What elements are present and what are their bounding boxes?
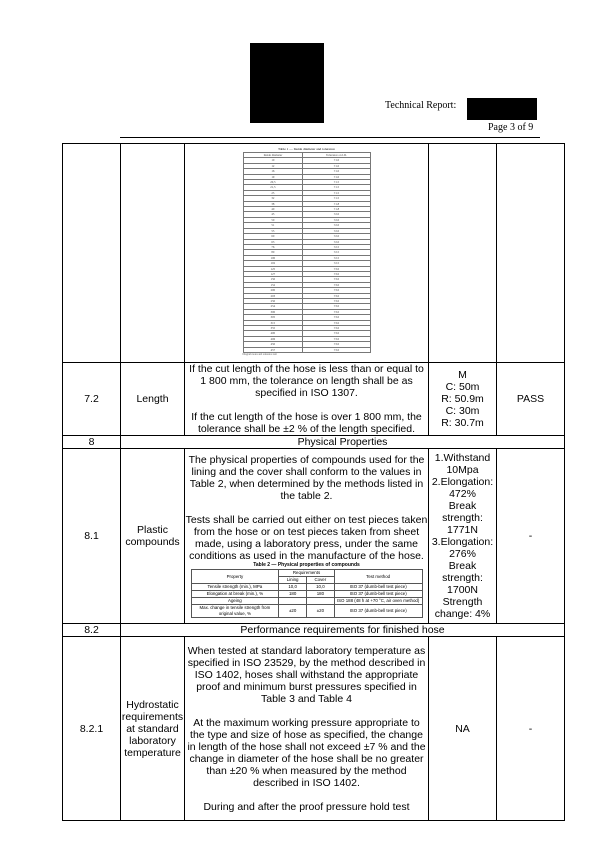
table2-grid: Property Requirements Test method Lining Cover Tensile strength (min.), MPa 10,0 10,0 ISO 37 (dumb-bell test piece) Elongation at break (min.), % 180 180 ISO 37 (dumb-bell test piece) Ageing ISO 188 (48 h at +70 °C, air oven method) Max. change in tensile strength from original value, % ±20 ±20 ISO 37 (dumb-bell test piece) — [191, 569, 423, 618]
clause-result: 1.Withstand 10Mpa 2.Elongation: 472% Break strength: 1771N 3.Elongation: 276% Break strength: 1700N Strength change: 4% — [429, 449, 497, 624]
table1-row: 76 ±2.5 — [243, 244, 370, 249]
table1-grid — [243, 152, 371, 353]
table1-row: 305 ±3.0 — [243, 315, 370, 320]
clause-number: 8.2.1 — [63, 637, 121, 821]
table1-row: 203 ±3.0 — [243, 293, 370, 298]
clause-item: Length — [121, 363, 185, 436]
clause-text-p1: When tested at standard laboratory temperature as specified in ISO 23529, by the method described in ISO 1402, hoses shall withstand the appropriate proof and minimum burst pressures specified in Table 3 and Table 4 — [187, 644, 426, 705]
table-row-7-2 — [63, 363, 565, 436]
table-row-8-2-1 — [63, 637, 565, 821]
table2-caption: Table 2 — Physical properties of compounds — [253, 562, 360, 568]
clause-text-p2: At the maximum working pressure appropriate to the type and size of hose as specified, the change in length of the hose shall not exceed ±7 % and the change in diameter of the hose shall be no greater than ±20 % when measured by the method described in ISO 1402. — [187, 716, 426, 789]
table1-row: 45 ±2.0 — [243, 212, 370, 217]
clause-verdict: - — [497, 637, 565, 821]
clause-item: Plastic compounds — [121, 449, 185, 624]
clause-item: Hydrostatic requirements at standard laboratory temperature — [121, 637, 185, 821]
table1-row: 25 ±1.5 — [243, 190, 370, 195]
report-table — [62, 143, 565, 821]
table1-row: 457 ±3.0 — [243, 347, 370, 352]
header-rule — [120, 137, 540, 138]
section-row-8-2 — [63, 624, 565, 637]
table1-row: 406 ±3.0 — [243, 336, 370, 341]
clause-text-p2: If the cut length of the hose is over 1 800 mm, the tolerance shall be ±2 % of the length specified. — [191, 411, 422, 435]
table1-row: 200 ±3.0 — [243, 288, 370, 293]
clause-text-p2: Tests shall be carried out either on test pieces taken from the hose or on test pieces taken from sheet made, using a laboratory press, under the same conditions as used in the manufacture of the hose. — [185, 514, 428, 562]
section-title: Performance requirements for finished hose — [121, 624, 565, 637]
table1-row: 16 ±1.0 — [243, 169, 370, 174]
section-row-8 — [63, 436, 565, 449]
table1-caption: Table 1 — Inside diameter and tolerance — [278, 147, 335, 151]
logo-redaction — [250, 43, 324, 123]
table1-row: 38 ±1.8 — [243, 201, 370, 206]
clause-number: 8.1 — [63, 449, 121, 624]
table1-row: 250 ±3.0 — [243, 298, 370, 303]
section-number: 8.2 — [63, 624, 121, 637]
table1-row: 10 ±1.0 — [243, 158, 370, 163]
table2-row: Max. change in tensile strength from original value, % ±20 ±20 ISO 37 (dumb-bell test piece) — [191, 605, 422, 618]
table1-row: 40 ±1.8 — [243, 207, 370, 212]
table1-row: 355 ±3.0 — [243, 326, 370, 331]
table1-header-tol: Tolerance on I.D. — [303, 153, 370, 158]
table1-row: 102 ±2.5 — [243, 261, 370, 266]
table-row-continued — [63, 144, 565, 363]
clause-verdict: PASS — [497, 363, 565, 436]
table-row-8-1 — [63, 449, 565, 624]
table2-row: Tensile strength (min.), MPa 10,0 10,0 ISO 37 (dumb-bell test piece) — [191, 584, 422, 591]
table1-row: 254 ±3.0 — [243, 304, 370, 309]
table1-row: 63 ±2.0 — [243, 239, 370, 244]
table1-row: 80 ±2.5 — [243, 250, 370, 255]
table1-row: 20,5 ±1.5 — [243, 180, 370, 185]
table1-note: Diagram notes and reference text — [242, 353, 277, 357]
section-title: Physical Properties — [121, 436, 565, 449]
table1-image — [243, 147, 371, 356]
table1-row: 55 ±2.0 — [243, 228, 370, 233]
table1-row: 127 ±3.0 — [243, 271, 370, 276]
page-number: Page 3 of 9 — [488, 122, 534, 133]
clause-result: M C: 50m R: 50.9m C: 30m R: 30.7m — [429, 363, 497, 436]
clause-verdict: - — [497, 449, 565, 624]
table1-row: 450 ±3.0 — [243, 342, 370, 347]
table2-image — [191, 562, 423, 618]
table1-row: 50 ±2.0 — [243, 217, 370, 222]
table1-row: 32 ±1.5 — [243, 196, 370, 201]
clause-number: 7.2 — [63, 363, 121, 436]
table1-row: 315 ±3.0 — [243, 320, 370, 325]
table1-row: 100 ±2.5 — [243, 255, 370, 260]
clause-text-p1: If the cut length of the hose is less than or equal to 1 800 mm, the tolerance on length shall be as specified in ISO 1307. — [189, 363, 424, 399]
table1-row: 19 ±1.0 — [243, 174, 370, 179]
table2-row: Ageing ISO 188 (48 h at +70 °C, air oven method) — [191, 598, 422, 605]
table1-row: 150 ±3.0 — [243, 277, 370, 282]
clause-text-p1: The physical properties of compounds used for the lining and the cover shall conform to the values in Table 2, when determined by the methods listed in the table 2. — [188, 454, 425, 502]
table1-row: 152 ±3.0 — [243, 282, 370, 287]
table1-row: 21,5 ±1.5 — [243, 185, 370, 190]
table1-row: 60 ±2.0 — [243, 234, 370, 239]
clause-text-p3: During and after the proof pressure hold test — [203, 800, 410, 813]
table1-row: 300 ±3.0 — [243, 309, 370, 314]
report-label: Technical Report: — [385, 100, 457, 111]
clause-result: NA — [429, 637, 497, 821]
table1-row: 125 ±3.0 — [243, 266, 370, 271]
table2-row: Elongation at break (min.), % 180 180 ISO 37 (dumb-bell test piece) — [191, 591, 422, 598]
table1-row: 51 ±2.0 — [243, 223, 370, 228]
table1-header-id: Inside diameter — [243, 153, 303, 158]
table1-row: 400 ±3.0 — [243, 331, 370, 336]
table1-row: 12 ±1.0 — [243, 163, 370, 168]
section-number: 8 — [63, 436, 121, 449]
report-number-redaction — [467, 98, 537, 120]
